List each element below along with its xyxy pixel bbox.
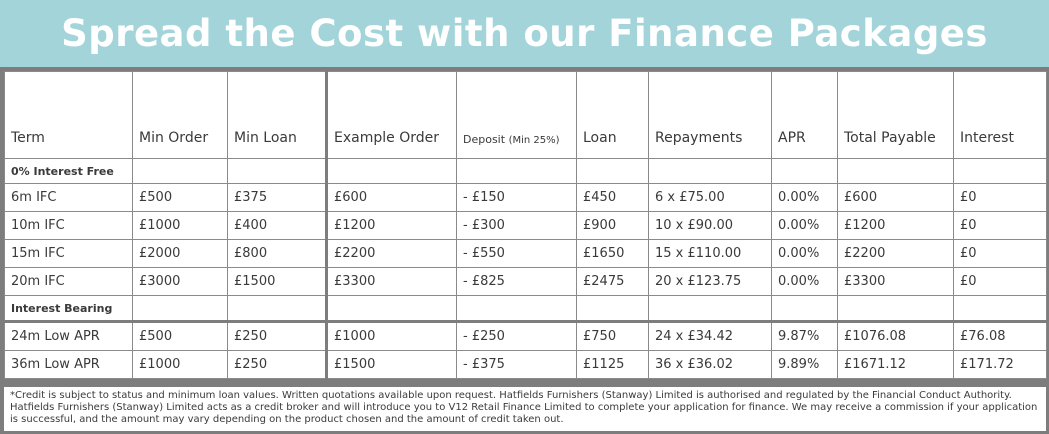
cell-loan: £1125 [577,351,649,379]
cell-repayments: 24 x £34.42 [649,322,772,351]
cell-min-order: £1000 [133,212,228,240]
header-min-loan: Min Loan [228,72,327,159]
cell-example-order: £600 [327,184,457,212]
cell-interest: £76.08 [954,322,1047,351]
cell-interest: £0 [954,268,1047,296]
cell-repayments: 10 x £90.00 [649,212,772,240]
cell-term: 6m IFC [5,184,133,212]
cell-min-order: £2000 [133,240,228,268]
cell-total-payable: £600 [838,184,954,212]
cell-total-payable: £2200 [838,240,954,268]
header-total-payable: Total Payable [838,72,954,159]
cell-repayments: 36 x £36.02 [649,351,772,379]
header-example-order: Example Order [327,72,457,159]
cell-example-order: £1500 [327,351,457,379]
cell-term: 36m Low APR [5,351,133,379]
cell-total-payable: £1200 [838,212,954,240]
cell-example-order: £1000 [327,322,457,351]
cell-apr: 0.00% [772,240,838,268]
cell-loan: £2475 [577,268,649,296]
banner-title: Spread the Cost with our Finance Packages [61,12,988,55]
group-label-interest-bearing: Interest Bearing [5,296,133,322]
cell-loan: £1650 [577,240,649,268]
cell-repayments: 15 x £110.00 [649,240,772,268]
cell-min-order: £3000 [133,268,228,296]
cell-example-order: £1200 [327,212,457,240]
cell-term: 24m Low APR [5,322,133,351]
cell-min-loan: £375 [228,184,327,212]
cell-term: 10m IFC [5,212,133,240]
cell-min-order: £1000 [133,351,228,379]
cell-example-order: £3300 [327,268,457,296]
cell-total-payable: £1671.12 [838,351,954,379]
cell-deposit: - £550 [457,240,577,268]
header-row [5,72,1047,159]
header-deposit-note: (Min 25%) [508,135,560,146]
table-row [5,212,1047,240]
cell-loan: £900 [577,212,649,240]
cell-min-order: £500 [133,322,228,351]
cell-example-order: £2200 [327,240,457,268]
cell-min-loan: £400 [228,212,327,240]
group-label-interest-free: 0% Interest Free [5,159,133,184]
cell-min-loan: £250 [228,351,327,379]
cell-repayments: 6 x £75.00 [649,184,772,212]
header-deposit-label: Deposit [463,133,506,146]
group-row-interest-free [5,159,1047,184]
cell-interest: £0 [954,184,1047,212]
cell-deposit: - £250 [457,322,577,351]
cell-deposit: - £375 [457,351,577,379]
header-interest: Interest [954,72,1047,159]
cell-term: 15m IFC [5,240,133,268]
cell-loan: £750 [577,322,649,351]
cell-interest: £0 [954,240,1047,268]
footnote: *Credit is subject to status and minimum loan values. Written quotations available upon request. Hatfields Furnishers (Stanway) Limited is authorised and regulated by the Financial Conduct Authority. Hatfields Furnishers (Stanway) Limited acts as a credit broker and will introduce you to V12 Retail Finance Limited to complete your application for finance. We may receive a commission if your application is successful, and the amount may vary depending on the product chosen and the amount of credit taken out. [4,387,1046,431]
finance-table [4,71,1047,379]
cell-apr: 0.00% [772,268,838,296]
group-row-interest-bearing [5,296,1047,322]
header-apr: APR [772,72,838,159]
cell-apr: 9.89% [772,351,838,379]
header-min-order: Min Order [133,72,228,159]
cell-min-loan: £250 [228,322,327,351]
cell-apr: 0.00% [772,212,838,240]
cell-min-loan: £800 [228,240,327,268]
cell-repayments: 20 x £123.75 [649,268,772,296]
table-row [5,268,1047,296]
header-term: Term [5,72,133,159]
cell-apr: 0.00% [772,184,838,212]
cell-term: 20m IFC [5,268,133,296]
table-row [5,240,1047,268]
table-row [5,322,1047,351]
cell-min-loan: £1500 [228,268,327,296]
cell-min-order: £500 [133,184,228,212]
table-row [5,184,1047,212]
cell-loan: £450 [577,184,649,212]
banner [0,0,1049,67]
cell-total-payable: £1076.08 [838,322,954,351]
cell-interest: £0 [954,212,1047,240]
cell-apr: 9.87% [772,322,838,351]
cell-deposit: - £825 [457,268,577,296]
header-deposit [457,72,577,159]
cell-deposit: - £150 [457,184,577,212]
header-loan: Loan [577,72,649,159]
table-row [5,351,1047,379]
cell-total-payable: £3300 [838,268,954,296]
header-repayments: Repayments [649,72,772,159]
cell-deposit: - £300 [457,212,577,240]
cell-interest: £171.72 [954,351,1047,379]
